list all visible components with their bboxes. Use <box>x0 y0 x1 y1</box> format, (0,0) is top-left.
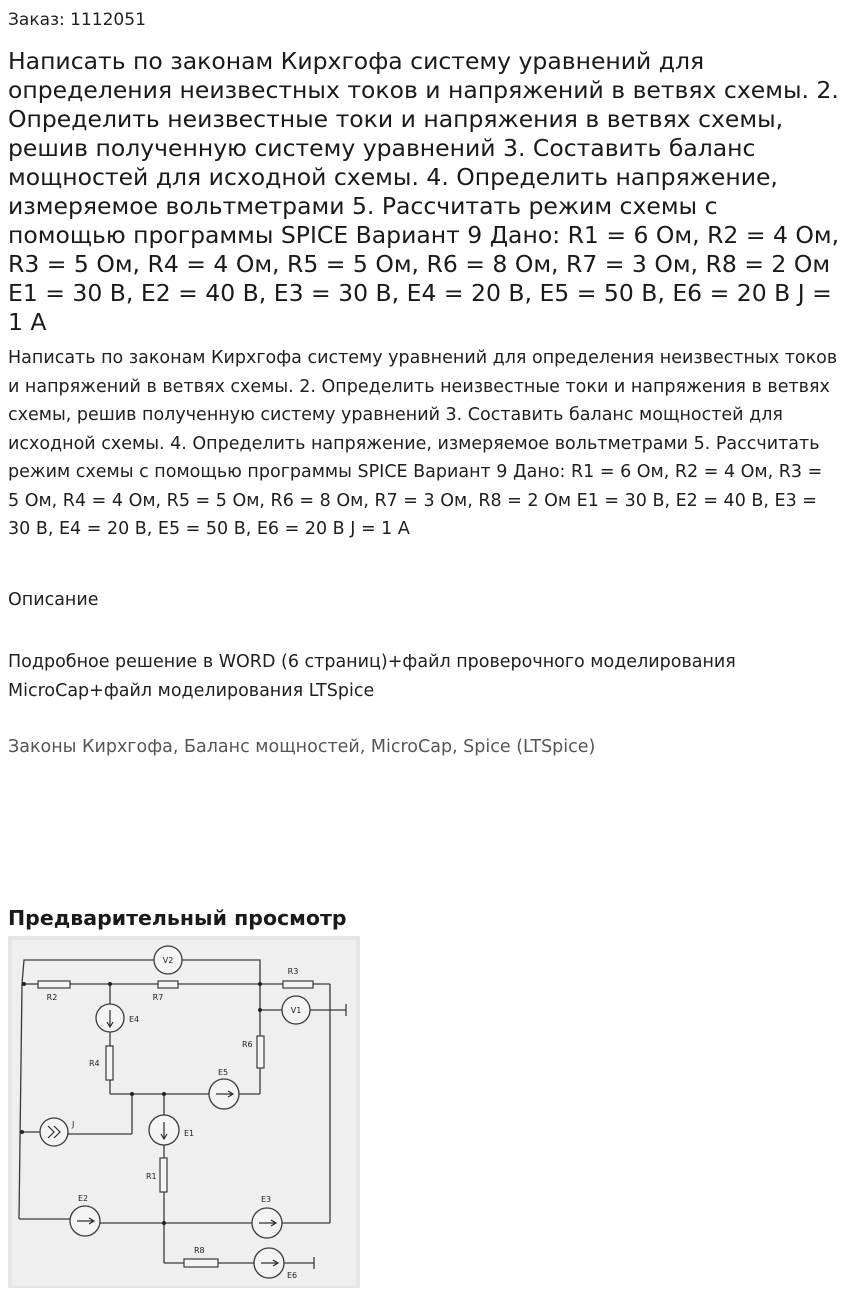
description-body: Подробное решение в WORD (6 страниц)+файл проверочного моделирования MicroCap+файл моделирования LTSpice <box>8 652 736 701</box>
label-j: J <box>72 1120 75 1129</box>
label-e1: E1 <box>184 1129 195 1138</box>
label-e5: E5 <box>218 1068 229 1077</box>
tags-line: Законы Кирхгофа, Баланс мощностей, MicroCap, Spice (LTSpice) <box>8 737 596 757</box>
label-r1: R1 <box>146 1172 157 1181</box>
label-r7: R7 <box>152 993 164 1002</box>
label-r2: R2 <box>46 993 58 1002</box>
label-r8: R8 <box>194 1246 205 1255</box>
label-r3: R3 <box>287 967 299 976</box>
preview-heading: Предварительный просмотр <box>8 906 347 930</box>
label-e4: E4 <box>129 1015 140 1024</box>
page-title: Написать по законам Кирхгофа систему уравнений для определения неизвестных токов и напряжений в ветвях схемы. 2. Определить неизвестные токи и напряжения в ветвях схемы, решив полученную систему уравнений 3. Составить баланс мощностей для исходной схемы. 4. Определить напряжение, измеряемое вольтметрами 5. Рассчитать режим схемы с помощью программы SPICE Вариант 9 Дано: R1 = 6 Ом, R2 = 4 Ом, R3 = 5 Ом, R4 = 4 Ом, R5 = 5 Ом, R6 = 8 Ом, R7 = 3 Ом, R8 = 2 Ом E1 = 30 В, E2 = 40 В, E3 = 30 В, E4 = 20 В, E5 = 50 В, E6 = 20 В J = 1 А <box>8 47 840 336</box>
circuit-schematic <box>8 936 360 1288</box>
preview-image <box>8 936 360 1288</box>
task-text: Написать по законам Кирхгофа систему уравнений для определения неизвестных токов и напряжений в ветвях схемы. 2. Определить неизвестные токи и напряжения в ветвях схемы, решив полученную систему уравнений 3. Составить баланс мощностей для исходной схемы. 4. Определить напряжение, измеряемое вольтметрами 5. Рассчитать режим схемы с помощью программы SPICE Вариант 9 Дано: R1 = 6 Ом, R2 = 4 Ом, R3 = 5 Ом, R4 = 4 Ом, R5 = 5 Ом, R6 = 8 Ом, R7 = 3 Ом, R8 = 2 Ом E1 = 30 В, E2 = 40 В, E3 = 30 В, E4 = 20 В, E5 = 50 В, E6 = 20 В J = 1 А <box>8 348 838 539</box>
label-e3: E3 <box>261 1195 272 1204</box>
label-v1: V1 <box>290 1006 302 1015</box>
label-v2: V2 <box>162 956 174 965</box>
label-e6: E6 <box>287 1271 298 1280</box>
label-r6: R6 <box>242 1040 253 1049</box>
label-r4: R4 <box>89 1059 100 1068</box>
label-e2: E2 <box>78 1194 89 1203</box>
order-number: Заказ: 1112051 <box>8 10 146 30</box>
description-heading: Описание <box>8 590 99 610</box>
